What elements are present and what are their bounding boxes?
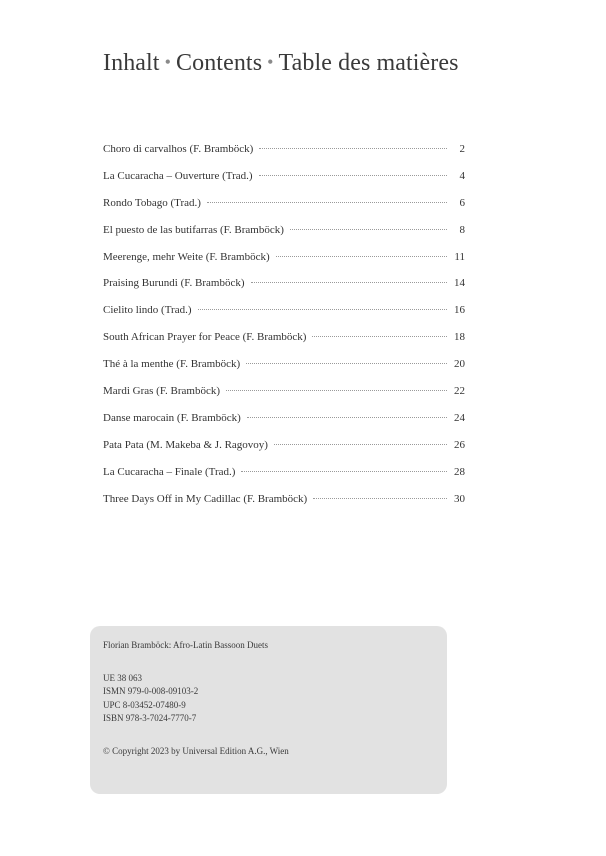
title-separator: •	[267, 52, 274, 72]
toc-entry	[103, 331, 465, 358]
isbn-number: ISBN 978-3-7024-7770-7	[103, 713, 197, 723]
toc-entry	[103, 358, 465, 385]
toc-entry	[103, 277, 465, 304]
toc-leader-dots	[198, 309, 447, 310]
toc-entry-title: South African Prayer for Peace (F. Bramböck)	[103, 331, 307, 344]
toc-entry-page: 4	[459, 169, 465, 182]
toc-entry	[103, 466, 465, 493]
series-title: Florian Bramböck: Afro-Latin Bassoon Duets	[103, 640, 268, 650]
toc-leader-dots	[259, 148, 447, 149]
copyright-notice: © Copyright 2023 by Universal Edition A.G., Wien	[103, 745, 289, 756]
toc-entry	[103, 197, 465, 224]
title-french: Table des matières	[278, 50, 459, 76]
toc-entry-title: Pata Pata (M. Makeba & J. Ragovoy)	[103, 438, 268, 451]
toc-entry-page: 26	[454, 438, 465, 451]
title-german: Inhalt	[103, 50, 160, 76]
product-codes	[103, 672, 434, 726]
toc-entry-title: Meerenge, mehr Weite (F. Bramböck)	[103, 250, 270, 263]
toc-entry	[103, 251, 465, 278]
toc-leader-dots	[274, 444, 447, 445]
toc-entry-page: 28	[454, 465, 465, 478]
ismn-number: ISMN 979-0-008-09103-2	[103, 686, 199, 696]
toc-entry-title: Thé à la menthe (F. Bramböck)	[103, 358, 241, 371]
ue-number: UE 38 063	[103, 672, 142, 683]
toc-entry	[103, 170, 465, 197]
toc-entry-title: Three Days Off in My Cadillac (F. Bramböck)	[103, 492, 308, 505]
toc-entry	[103, 224, 465, 251]
toc-entry	[103, 412, 465, 439]
toc-entry	[103, 439, 465, 466]
toc-leader-dots	[251, 282, 448, 283]
toc-entry-page: 2	[459, 143, 465, 155]
toc-leader-dots	[259, 175, 447, 176]
toc-entry-page: 30	[454, 492, 465, 505]
toc-entry-page: 16	[454, 304, 465, 317]
toc-entry-page: 22	[454, 385, 465, 398]
toc-entry	[103, 304, 465, 331]
toc-entry-page: 14	[454, 277, 465, 290]
toc-leader-dots	[313, 498, 447, 499]
toc-entry-title: Cielito lindo (Trad.)	[103, 304, 192, 317]
toc-entry	[103, 143, 465, 170]
toc-leader-dots	[246, 363, 447, 364]
toc-leader-dots	[241, 471, 447, 472]
page-title	[103, 50, 459, 77]
toc-leader-dots	[312, 336, 447, 337]
toc-entry	[103, 385, 465, 412]
toc-entry-page: 20	[454, 358, 465, 371]
upc-number: UPC 8-03452-07480-9	[103, 699, 186, 710]
toc-entry-page: 18	[454, 331, 465, 344]
toc-leader-dots	[247, 417, 447, 418]
table-of-contents	[103, 143, 465, 519]
toc-leader-dots	[226, 390, 447, 391]
toc-entry-title: La Cucaracha – Finale (Trad.)	[103, 465, 236, 478]
toc-leader-dots	[276, 256, 447, 257]
toc-entry	[103, 493, 465, 520]
toc-entry-page: 11	[454, 250, 465, 263]
toc-entry-title: El puesto de las butifarras (F. Bramböck)	[103, 223, 284, 236]
title-separator: •	[164, 52, 171, 72]
toc-leader-dots	[207, 202, 447, 203]
toc-entry-title: Danse marocain (F. Bramböck)	[103, 411, 241, 424]
toc-entry-page: 24	[454, 411, 465, 424]
toc-entry-title: La Cucaracha – Ouverture (Trad.)	[103, 169, 253, 182]
toc-leader-dots	[290, 229, 447, 230]
toc-entry-page: 8	[459, 223, 465, 236]
toc-entry-page: 6	[459, 196, 465, 209]
title-english: Contents	[176, 50, 263, 76]
toc-entry-title: Choro di carvalhos (F. Bramböck)	[103, 143, 254, 155]
toc-entry-title: Mardi Gras (F. Bramböck)	[103, 385, 221, 398]
imprint-box	[90, 626, 447, 794]
toc-entry-title: Praising Burundi (F. Bramböck)	[103, 277, 245, 290]
toc-entry-title: Rondo Tobago (Trad.)	[103, 196, 201, 209]
